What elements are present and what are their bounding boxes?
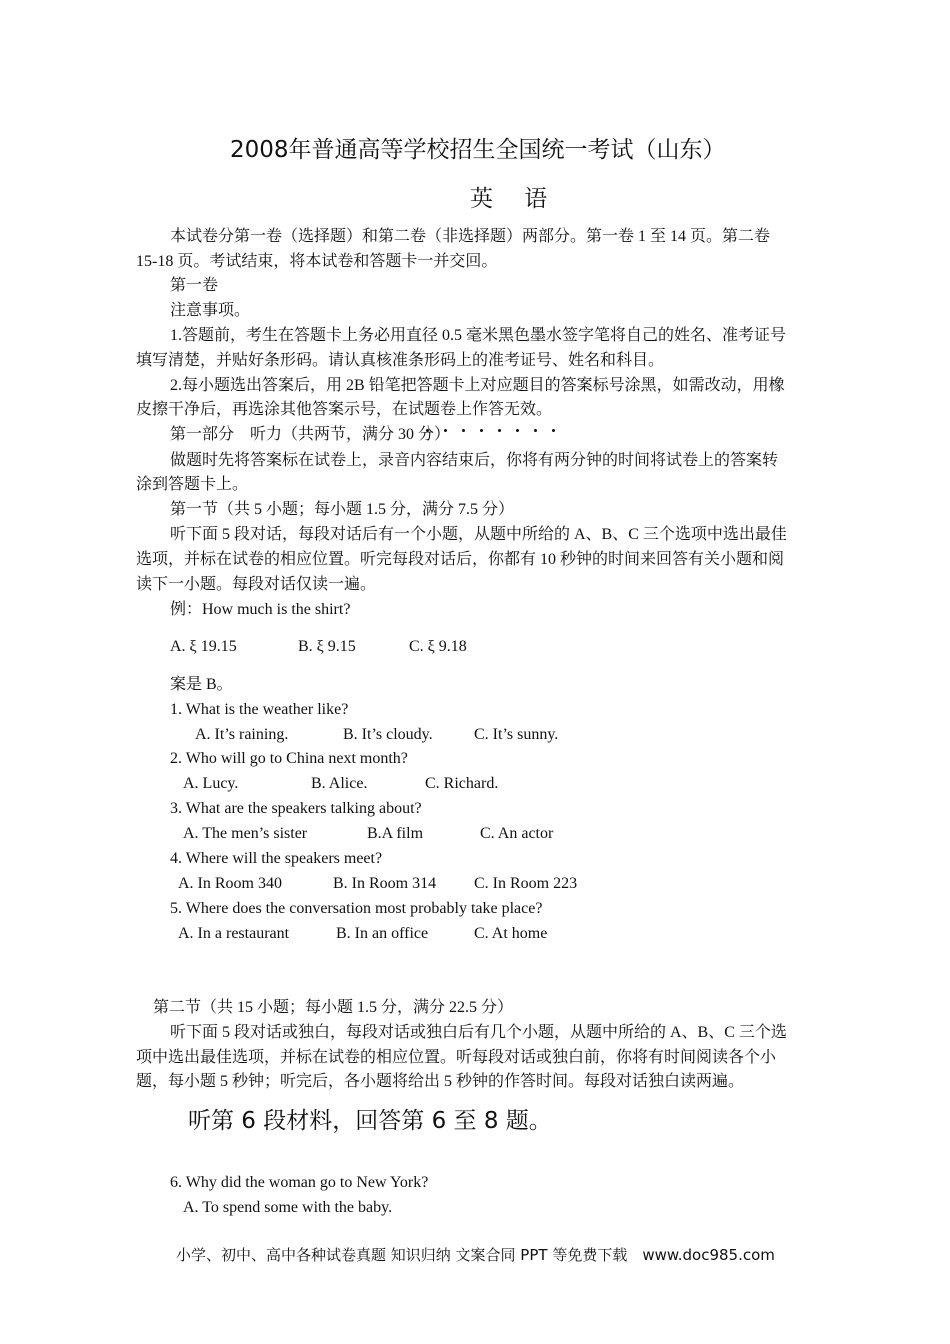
part-1-instr-line-1: 做题时先将答案标在试卷上，录音内容结束后，你将有两分钟的时间将试卷上的答案转	[170, 452, 779, 469]
question-2: 2. Who will go to China next month?	[170, 750, 408, 767]
question-2-option-b: B. Alice.	[311, 775, 368, 792]
question-1-option-b: B. It’s cloudy.	[343, 726, 433, 743]
question-3-option-b: B.A film	[367, 825, 424, 842]
section-1-instr-line-2: 选项，并标在试卷的相应位置。听完每段对话后，你都有 10 秒钟的时间来回答有关小题和阅	[136, 551, 785, 568]
part-1-instr-line-2: 涂到答题卡上。	[136, 476, 249, 493]
notice-2-line-2: 皮擦干净后，再选涂其他答案示号，在试题卷上作答无效。	[136, 401, 553, 418]
example-option-b: B. ξ 9.15	[298, 638, 356, 655]
question-4-option-c: C. In Room 223	[474, 875, 578, 892]
notice-title: 注意事项。	[170, 302, 251, 319]
intro-line-1: 本试卷分第一卷（选择题）和第二卷（非选择题）两部分。第一卷 1 至 14 页。第二卷	[170, 228, 771, 245]
question-5-option-a: A. In a restaurant	[178, 925, 290, 942]
example-answer: 案是 B。	[170, 676, 233, 693]
question-5-option-c: C. At home	[474, 925, 548, 942]
question-2-option-a: A. Lucy.	[183, 775, 239, 792]
section-2-instr-line-1: 听下面 5 段对话或独白，每段对话或独白后有几个小题，从题中所给的 A、B、C 三个选	[170, 1024, 787, 1041]
question-5-option-b: B. In an office	[336, 925, 429, 942]
question-4: 4. Where will the speakers meet?	[170, 850, 383, 867]
section-2-instr-line-3: 题，每小题 5 秒钟；听完后，各小题将给出 5 秒钟的作答时间。每段对话独白读两遍。	[136, 1073, 745, 1090]
question-1: 1. What is the weather like?	[170, 701, 349, 718]
question-2-option-c: C. Richard.	[425, 775, 499, 792]
question-6-option-a: A. To spend some with the baby.	[183, 1199, 393, 1216]
example-option-a: A. ξ 19.15	[170, 638, 237, 655]
intro-line-2: 15-18 页。考试结束，将本试卷和答题卡一并交回。	[136, 253, 498, 270]
question-3-option-a: A. The men’s sister	[183, 825, 308, 842]
exam-title: 2008年普通高等学校招生全国统一考试（山东）	[230, 137, 726, 163]
example-question: 例：How much is the shirt?	[170, 601, 351, 618]
notice-2-line-1: 2.每小题选出答案后，用 2B 铅笔把答题卡上对应题目的答案标号涂黑，如需改动，用橡	[170, 377, 785, 394]
question-4-option-b: B. In Room 314	[333, 875, 437, 892]
example-option-c: C. ξ 9.18	[409, 638, 467, 655]
footer-text: 小学、初中、高中各种试卷真题 知识归纳 文案合同 PPT 等免费下载 www.doc985.com	[176, 1246, 775, 1264]
question-6: 6. Why did the woman go to New York?	[170, 1174, 429, 1191]
notice-1-line-2: 填写清楚，并贴好条形码。请认真核准条形码上的准考证号、姓名和科目。	[136, 352, 665, 369]
section-1-instr-line-1: 听下面 5 段对话，每段对话后有一个小题，从题中所给的 A、B、C 三个选项中选出最佳	[170, 526, 787, 543]
question-5: 5. Where does the conversation most probably take place?	[170, 900, 543, 917]
section-2-instr-line-2: 项中选出最佳选项，并标在试卷的相应位置。听每段对话或独白前，你将有时间阅读各个小	[136, 1049, 777, 1066]
question-1-option-a: A. It’s raining.	[195, 726, 289, 743]
part-1-heading: 第一部分 听力（共两节，满分 30 分）	[170, 426, 451, 443]
material-6-heading: 听第 6 段材料，回答第 6 至 8 题。	[188, 1108, 552, 1134]
section-2-heading: 第二节（共 15 小题；每小题 1.5 分，满分 22.5 分）	[153, 999, 514, 1016]
question-1-option-c: C. It’s sunny.	[474, 726, 559, 743]
volume-1-label: 第一卷	[170, 277, 219, 294]
exam-subtitle: 英 语	[470, 186, 560, 212]
section-1-heading: 第一节（共 5 小题；每小题 1.5 分，满分 7.5 分）	[170, 501, 515, 518]
question-3-option-c: C. An actor	[480, 825, 554, 842]
emphasis-dots	[426, 419, 570, 423]
question-3: 3. What are the speakers talking about?	[170, 800, 422, 817]
question-4-option-a: A. In Room 340	[178, 875, 282, 892]
section-1-instr-line-3: 读下一小题。每段对话仅读一遍。	[136, 576, 377, 593]
notice-1-line-1: 1.答题前，考生在答题卡上务必用直径 0.5 毫米黑色墨水签字笔将自己的姓名、准考证号	[170, 327, 787, 344]
